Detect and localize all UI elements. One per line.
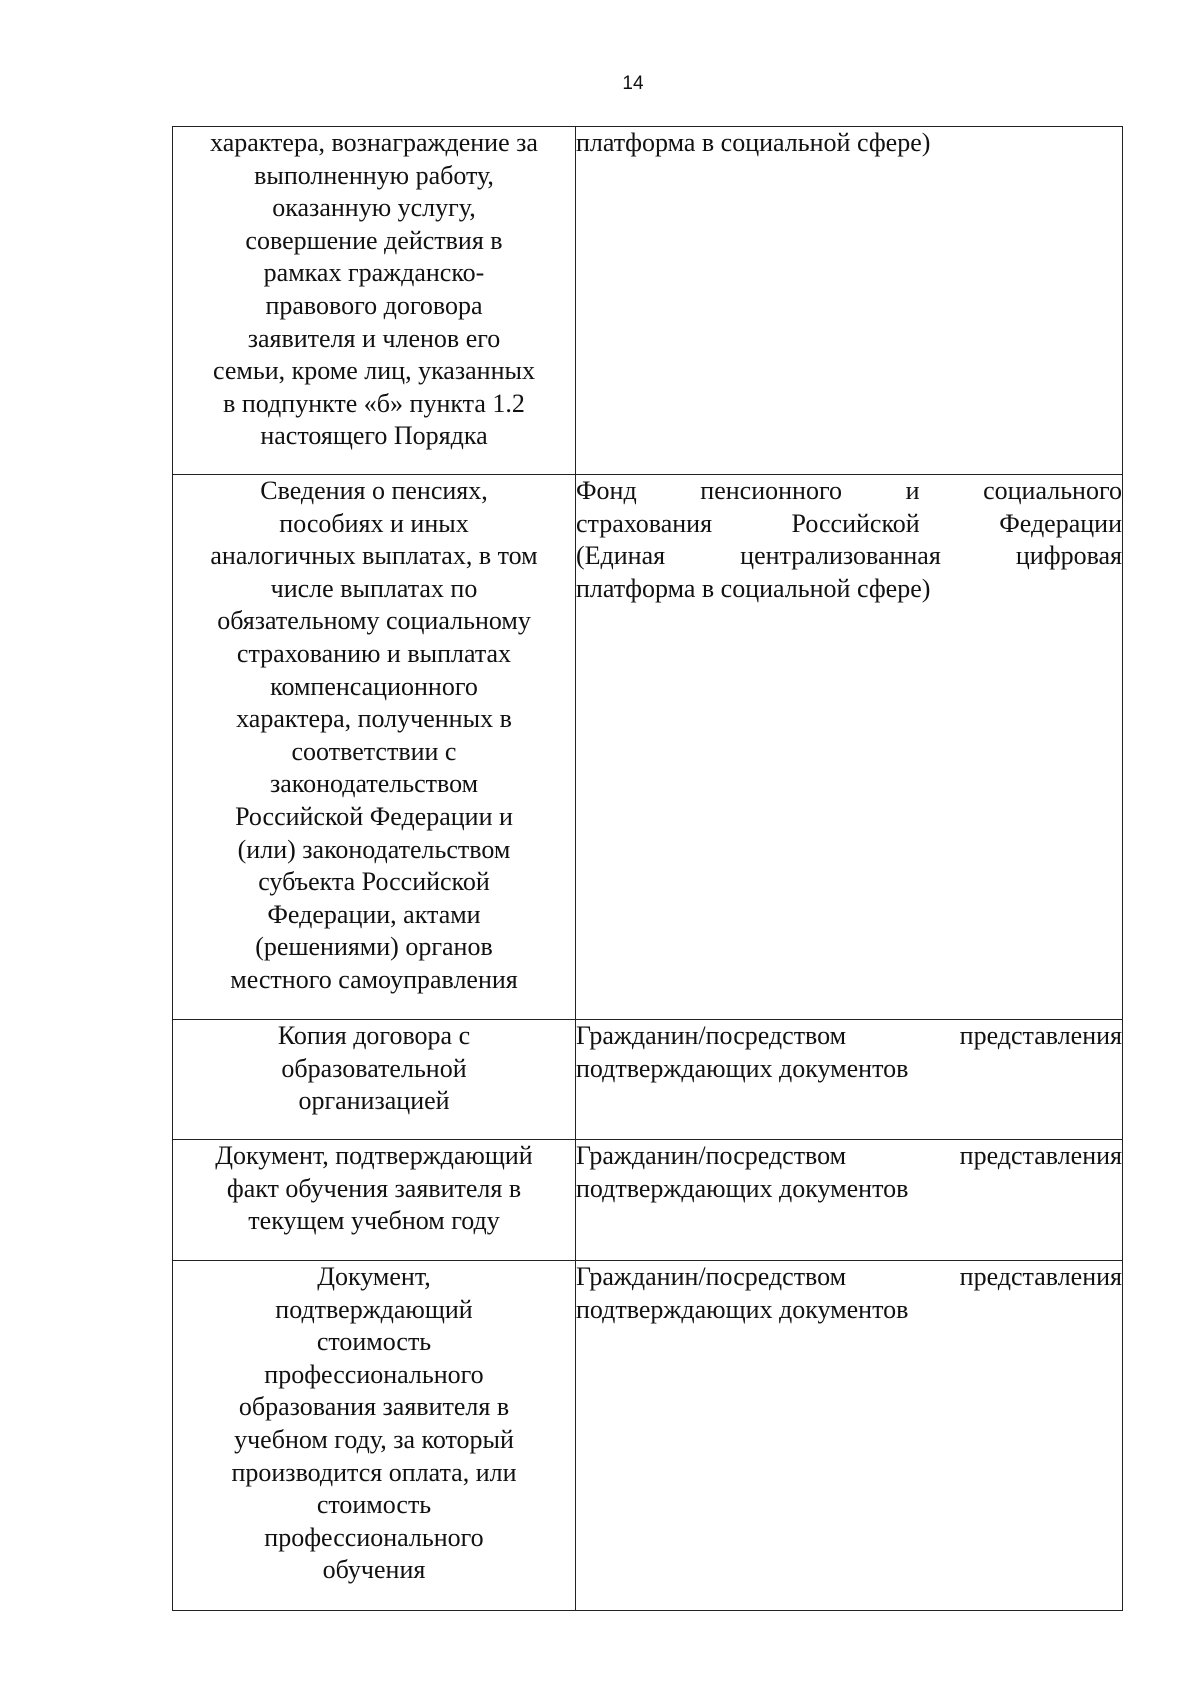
- document-description-cell: [173, 1140, 576, 1261]
- cell-text-line: пособиях и иных: [279, 508, 469, 538]
- document-source-cell: [576, 475, 1123, 1020]
- cell-text-line: страхованию и выплатах: [236, 638, 512, 668]
- document-table: [172, 126, 1123, 1611]
- cell-text-line: профессионального: [264, 1522, 484, 1552]
- cell-text-line: текущем учебном году: [248, 1206, 500, 1236]
- cell-text-line: заявителя и членов его: [247, 323, 501, 353]
- cell-text-line: числе выплатах по: [270, 573, 478, 603]
- cell-text-line: профессионального: [264, 1359, 484, 1389]
- document-source-cell: [576, 127, 1123, 475]
- document-source-cell: [576, 1261, 1123, 1611]
- cell-text-line: правового договора: [265, 290, 483, 320]
- cell-text-line: платформа в социальной сфере): [576, 128, 931, 157]
- cell-text-line: обязательному социальному: [217, 606, 531, 636]
- cell-text-line: Гражданин/посредством представления: [576, 1021, 1122, 1050]
- cell-text-line: выполненную работу,: [254, 160, 494, 190]
- cell-text-line: подтверждающих документов: [576, 1294, 909, 1324]
- cell-text-line: характера, вознаграждение за: [210, 128, 538, 157]
- cell-text-line: Документ,: [317, 1262, 431, 1291]
- cell-text-line: рамках гражданско-: [263, 258, 485, 288]
- table-row: [173, 1261, 1123, 1611]
- cell-text-line: (или) законодательством: [237, 834, 511, 864]
- cell-text-line: подтверждающих документов: [576, 1173, 909, 1203]
- cell-text-line: производится оплата, или: [231, 1457, 517, 1487]
- cell-text-line: оказанную услугу,: [272, 193, 476, 223]
- document-source-cell: [576, 1020, 1123, 1140]
- document-description-cell: [173, 1261, 576, 1611]
- cell-text-line: обучения: [322, 1555, 426, 1585]
- cell-text-line: Копия договора с: [277, 1021, 471, 1050]
- table-row: [173, 127, 1123, 475]
- cell-text-line: образования заявителя в: [238, 1392, 510, 1422]
- cell-text-line: законодательством: [269, 769, 479, 799]
- cell-text-line: Документ, подтверждающий: [215, 1141, 533, 1170]
- document-description-cell: [173, 127, 576, 475]
- cell-text-line: настоящего Порядка: [260, 421, 488, 451]
- cell-text-line: (решениями) органов: [255, 932, 493, 962]
- cell-text-line: стоимость: [316, 1490, 432, 1520]
- cell-text-line: подтверждающий: [275, 1294, 473, 1324]
- cell-text-line: компенсационного: [270, 671, 478, 701]
- cell-text-line: Гражданин/посредством представления: [576, 1141, 1122, 1170]
- table-row: [173, 1020, 1123, 1140]
- cell-text-line: Федерации, актами: [267, 899, 481, 929]
- cell-text-line: Российской Федерации и: [235, 801, 513, 831]
- cell-text-line: подтверждающих документов: [576, 1053, 909, 1083]
- cell-text-line: образовательной: [281, 1053, 467, 1083]
- cell-text-line: соответствии с: [291, 736, 457, 766]
- cell-text-line: аналогичных выплатах, в том: [210, 541, 538, 571]
- page-number: 14: [622, 73, 644, 94]
- cell-text-line: стоимость: [316, 1327, 432, 1357]
- document-source-cell: [576, 1140, 1123, 1261]
- cell-text-line: страхования Российской Федерации: [576, 508, 1122, 538]
- cell-text-line: местного самоуправления: [230, 964, 518, 994]
- cell-text-line: в подпункте «б» пункта 1.2: [223, 388, 525, 418]
- cell-text-line: учебном году, за который: [234, 1424, 514, 1454]
- cell-text-line: Фонд пенсионного и социального: [576, 476, 1122, 505]
- cell-text-line: платформа в социальной сфере): [576, 573, 931, 603]
- cell-text-line: Гражданин/посредством представления: [576, 1262, 1122, 1291]
- document-description-cell: [173, 475, 576, 1020]
- cell-text-line: организацией: [298, 1086, 450, 1116]
- cell-text-line: субъекта Российской: [258, 867, 490, 897]
- cell-text-line: семьи, кроме лиц, указанных: [213, 356, 535, 386]
- cell-text-line: (Единая централизованная цифровая: [576, 541, 1122, 571]
- cell-text-line: характера, полученных в: [236, 704, 512, 734]
- table-row: [173, 475, 1123, 1020]
- cell-text-line: факт обучения заявителя в: [226, 1173, 522, 1203]
- table-row: [173, 1140, 1123, 1261]
- document-description-cell: [173, 1020, 576, 1140]
- cell-text-line: совершение действия в: [245, 225, 503, 255]
- cell-text-line: Сведения о пенсиях,: [260, 476, 488, 505]
